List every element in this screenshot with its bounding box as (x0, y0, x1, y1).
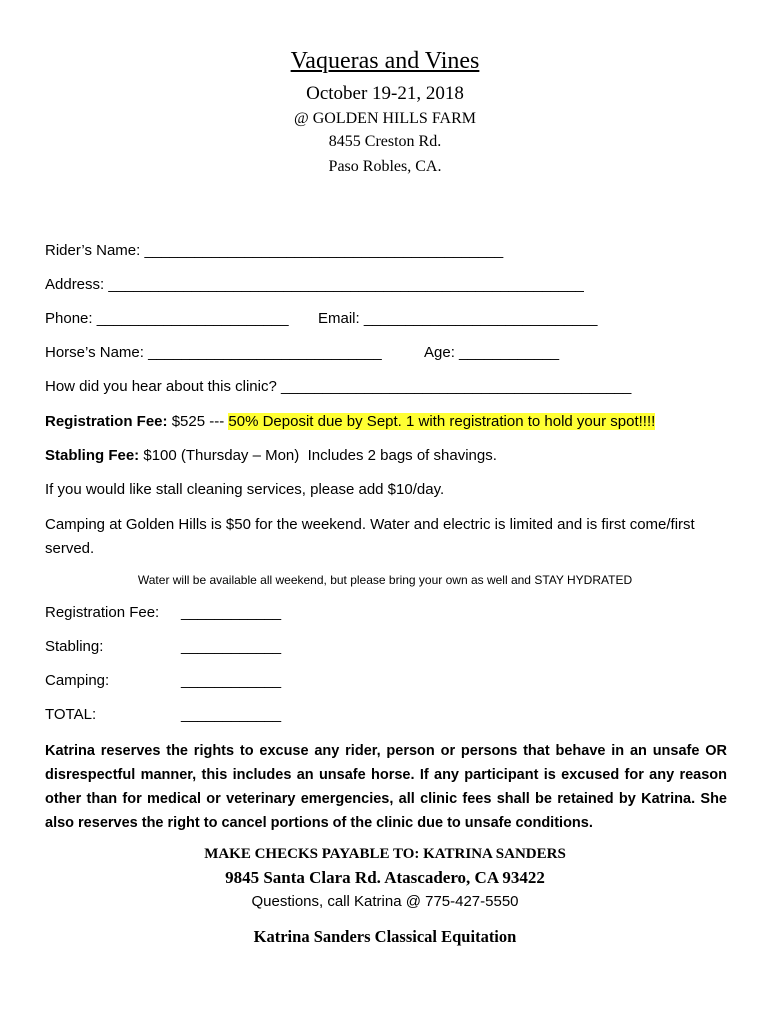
total-camping-blank[interactable]: ____________ (181, 672, 282, 689)
total-stabling-label: Stabling: (45, 638, 104, 655)
venue-city: Paso Robles, CA. (328, 158, 442, 175)
address-field[interactable]: Address: _________________________________________________________ (45, 276, 584, 293)
water-note: Water will be available all weekend, but please bring your own as well and STAY HYDRATED (137, 573, 633, 587)
total-stabling-blank[interactable]: ____________ (181, 638, 282, 655)
event-dates: October 19-21, 2018 (306, 83, 464, 104)
registration-fee-line (45, 413, 655, 430)
stall-cleaning-text: If you would like stall cleaning services, please add $10/day. (45, 481, 445, 498)
brand-name: Katrina Sanders Classical Equitation (253, 927, 517, 946)
venue-name: @ GOLDEN HILLS FARM (294, 110, 476, 127)
total-registration-blank[interactable]: ____________ (181, 604, 282, 621)
registration-fee-amount: $525 --- (167, 413, 229, 430)
contact-line: Questions, call Katrina @ 775-427-5550 (251, 893, 519, 910)
checks-payable: MAKE CHECKS PAYABLE TO: KATRINA SANDERS (204, 846, 566, 862)
total-camping-label: Camping: (45, 672, 110, 689)
rider-name-field[interactable]: Rider’s Name: ___________________________________________ (45, 242, 504, 259)
total-blank[interactable]: ____________ (181, 706, 282, 723)
page-title: Vaqueras and Vines (290, 48, 480, 74)
total-registration-label: Registration Fee: (45, 604, 160, 621)
age-field[interactable]: Age: ____________ (424, 344, 560, 361)
policy-text: Katrina reserves the rights to excuse any rider, person or persons that behave in an unsafe OR disrespectful manner, this includes an unsafe horse. If any participant is excused for any reason other than for medical or veterinary emergencies, all clinic fees shall be retained by Katrina. She also reserves the right to cancel portions of the clinic due to unsafe conditions. (45, 743, 727, 831)
email-field[interactable]: Email: ____________________________ (318, 310, 598, 327)
stabling-fee-label: Stabling Fee: (45, 447, 140, 464)
hear-about-field[interactable]: How did you hear about this clinic? __________________________________________ (45, 378, 632, 395)
deposit-highlight: 50% Deposit due by Sept. 1 with registration to hold your spot!!!! (228, 413, 656, 430)
mailing-address: 9845 Santa Clara Rd. Atascadero, CA 93422 (225, 868, 545, 887)
phone-field[interactable]: Phone: _______________________ (45, 310, 289, 327)
stabling-fee-text: $100 (Thursday – Mon) Includes 2 bags of shavings. (139, 447, 497, 464)
venue-street: 8455 Creston Rd. (328, 133, 442, 150)
camping-text: Camping at Golden Hills is $50 for the weekend. Water and electric is limited and is first come/first served. (45, 516, 695, 557)
horse-name-field[interactable]: Horse’s Name: ____________________________ (45, 344, 382, 361)
registration-fee-label: Registration Fee: (45, 413, 168, 430)
stabling-fee-line (45, 447, 497, 464)
total-label: TOTAL: (45, 706, 97, 723)
